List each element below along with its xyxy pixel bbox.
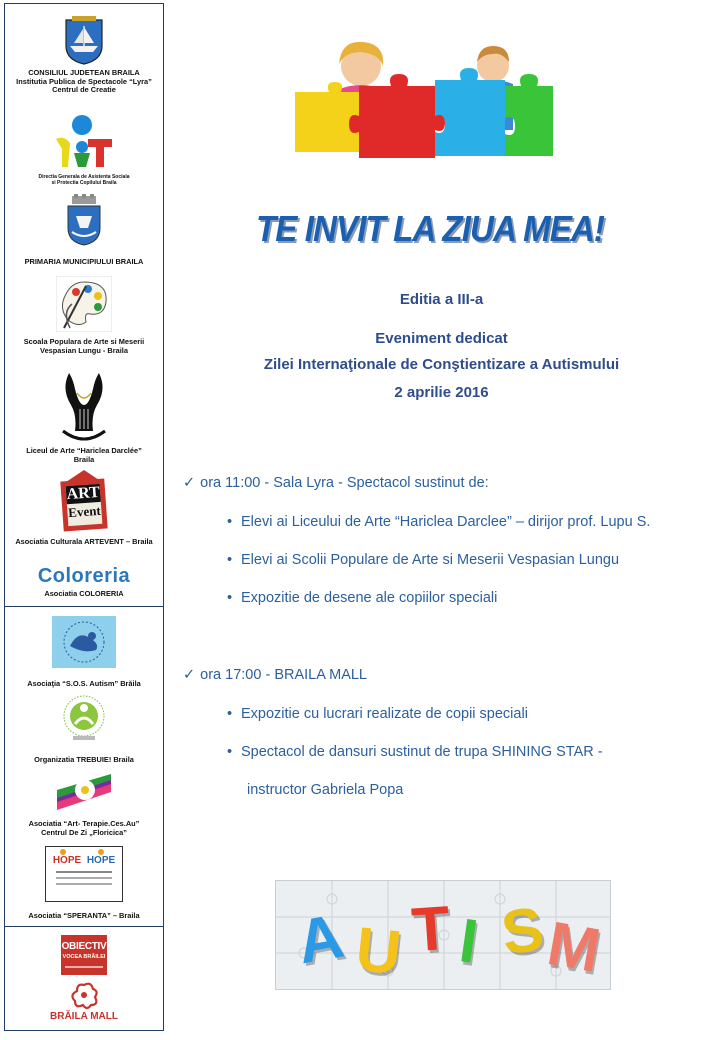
sponsor-caption: Scoala Populara de Arte si Meserii Vespasian Lungu - Braila (23, 337, 145, 355)
autism-letter: A (292, 901, 349, 978)
sponsor-primaria (5, 194, 163, 267)
sponsor-caption: Asociatia “Art- Terapie.Ces.Au” Centrul De Zi „Floricica” (28, 819, 140, 837)
checkmark-icon: ✓ (183, 475, 196, 491)
kids-puzzle-illustration (295, 40, 555, 170)
artevent-logo-text: Event (67, 502, 102, 521)
autism-letter: I (455, 906, 483, 977)
sponsor-caption: PRIMARIA MUNICIPIULUI BRAILA (24, 257, 144, 266)
bullet-icon: • (227, 744, 233, 760)
lyre-logo-icon (59, 369, 109, 443)
sidebar-divider (5, 926, 163, 927)
braila-city-crest-icon (66, 194, 102, 246)
autism-puzzle-image (275, 880, 611, 990)
autism-letter: S (497, 894, 548, 969)
invitation-main (163, 0, 720, 1040)
sponsor-braila-mall (5, 981, 163, 1023)
schedule-lead: ✓ ora 11:00 - Sala Lyra - Spectacol sustinut de: (183, 475, 489, 491)
schedule-item: • Elevi ai Liceului de Arte “Hariclea Darclee” – dirijor prof. Lupu S. (227, 514, 651, 530)
schedule-item: • Spectacol de dansuri sustinut de trupa SHINING STAR - (227, 744, 603, 760)
sponsor-coloreria (5, 564, 163, 599)
sponsor-caption: Asociaţia “S.O.S. Autism” Brăila (27, 679, 141, 688)
sponsor-consiliul-judetean (5, 16, 163, 95)
sponsor-scoala-populara (5, 276, 163, 355)
sponsor-dgaspc (5, 115, 163, 186)
schedule-item: • Expozitie de desene ale copiilor speciali (227, 590, 498, 606)
braila-mall-logo-icon (69, 981, 99, 1011)
arts-palette-logo-icon (56, 276, 112, 332)
schedule-item: • Expozitie cu lucrari realizate de copii speciali (227, 706, 528, 722)
braila-mall-logo-text: BRĂILA MALL (50, 1011, 118, 1022)
edition-label: Editia a III-a (399, 291, 484, 308)
autism-letter: U (352, 914, 405, 989)
trebuie-logo-icon (59, 694, 109, 742)
artevent-logo-text: ART (66, 483, 101, 504)
sponsor-caption: Liceul de Arte “Hariclea Darclée” Braila (26, 446, 142, 464)
braila-county-crest-icon (62, 16, 106, 66)
sponsor-liceul-de-arte (5, 369, 163, 464)
sponsor-caption: Organizatia TREBUIE! Braila (34, 755, 134, 764)
coloreria-logo-icon: Coloreria (37, 565, 131, 587)
sponsors-sidebar (4, 3, 164, 1031)
autism-letters (276, 881, 610, 989)
sponsor-obiectiv (5, 935, 163, 975)
bullet-icon: • (227, 514, 233, 530)
autism-letter: T (409, 893, 453, 966)
hope-logo-icon: HOPE HOPE (45, 846, 123, 902)
sponsor-trebuie (5, 694, 163, 765)
schedule-item: • Elevi ai Scolii Populare de Arte si Meserii Vespasian Lungu (227, 552, 620, 568)
sponsor-caption: Asociatia “SPERANTA” – Braila (28, 911, 140, 920)
obiectiv-logo-icon: OBIECTIV VOCEA BRĂILEI (61, 935, 107, 975)
sponsor-sos-autism (5, 616, 163, 689)
sponsor-speranta (5, 846, 163, 921)
sponsor-art-terapie (5, 772, 163, 837)
sponsor-caption: CONSILIUL JUDETEAN BRAILA Institutia Publica de Spectacole “Lyra” Centrul de Creatie (16, 68, 152, 95)
invitation-title: TE INVIT LA ZIUA MEA! (255, 208, 605, 249)
schedule-item-continuation: instructor Gabriela Popa (247, 782, 404, 798)
sponsor-caption: Asociatia Culturala ARTEVENT – Braila (15, 537, 153, 546)
artevent-logo-icon (60, 470, 108, 530)
dgaspc-family-logo-icon (52, 115, 116, 171)
sponsor-caption: Asociatia COLORERIA (44, 589, 124, 598)
sponsor-caption: Directia Generala de Asistenta Sociala si Protectia Copilului Braila (38, 174, 130, 186)
bullet-icon: • (227, 706, 233, 722)
dedication-line: Zilei Internaţionale de Conştientizare a Autismului (263, 356, 620, 373)
autism-letter: M (542, 909, 606, 986)
sos-autism-logo-icon (52, 616, 116, 668)
bullet-icon: • (227, 552, 233, 568)
checkmark-icon: ✓ (183, 667, 196, 683)
dedication-line: Eveniment dedicat (375, 330, 508, 347)
flower-logo-icon (55, 772, 113, 812)
bullet-icon: • (227, 590, 233, 606)
schedule-lead: ✓ ora 17:00 - BRAILA MALL (183, 667, 367, 683)
event-date: 2 aprilie 2016 (394, 384, 489, 401)
sidebar-divider (5, 606, 163, 607)
sponsor-artevent (5, 470, 163, 547)
